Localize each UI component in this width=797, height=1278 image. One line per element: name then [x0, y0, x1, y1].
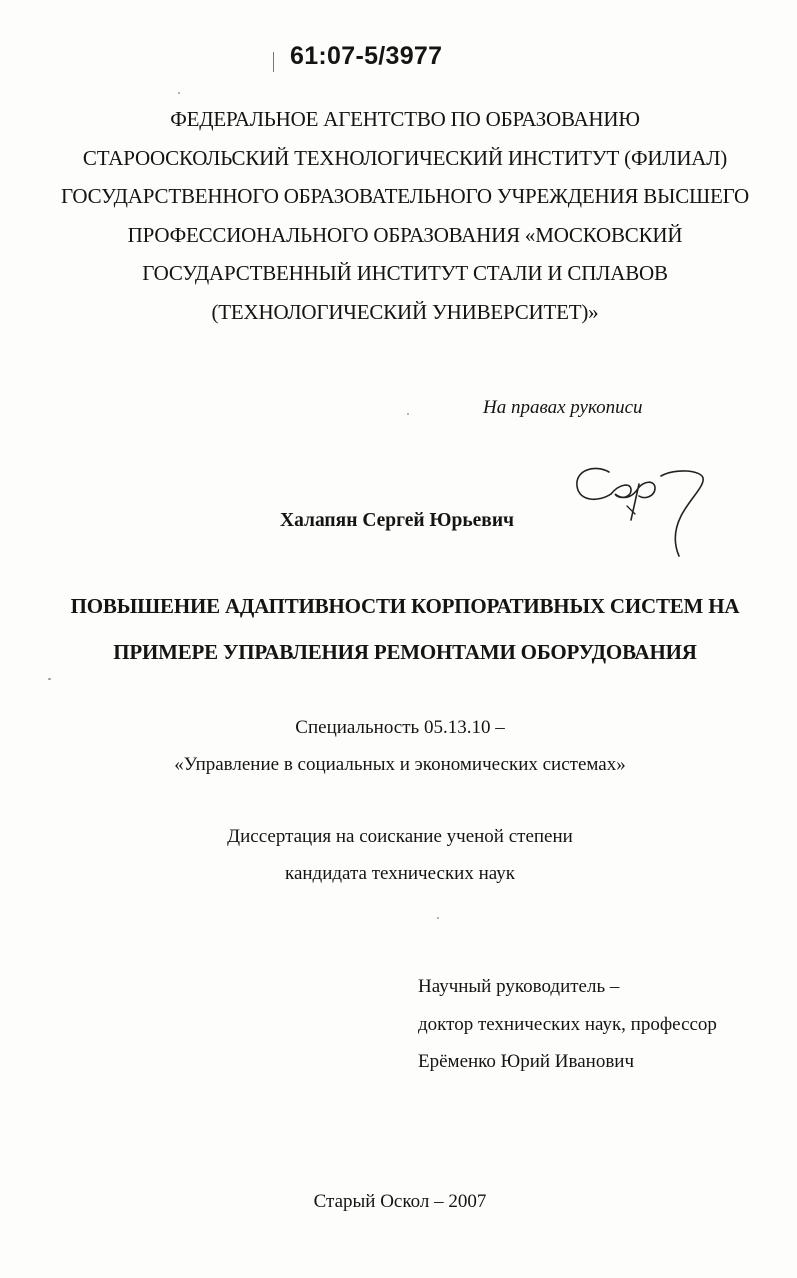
header-line: (ТЕХНОЛОГИЧЕСКИЙ УНИВЕРСИТЕТ)»: [211, 299, 599, 324]
header-line: ФЕДЕРАЛЬНОЕ АГЕНТСТВО ПО ОБРАЗОВАНИЮ: [170, 107, 640, 131]
header-line: СТАРООСКОЛЬСКИЙ ТЕХНОЛОГИЧЕСКИЙ ИНСТИТУТ (ФИЛИАЛ): [82, 145, 728, 170]
supervisor-line: Ерёменко Юрий Иванович: [418, 1051, 635, 1072]
supervisor-line: Научный руководитель –: [418, 976, 620, 997]
header-line: ГОСУДАРСТВЕННОГО ОБРАЗОВАТЕЛЬНОГО УЧРЕЖДЕНИЯ ВЫСШЕГО: [60, 184, 750, 208]
header-line: ГОСУДАРСТВЕННЫЙ ИНСТИТУТ СТАЛИ И СПЛАВОВ: [142, 261, 668, 285]
institution-header: [30, 100, 780, 331]
header-line: ПРОФЕССИОНАЛЬНОГО ОБРАЗОВАНИЯ «МОСКОВСКИЙ: [127, 222, 683, 247]
specialty-line: Специальность 05.13.10 –: [295, 717, 505, 738]
scan-speck: [407, 413, 409, 415]
manuscript-note: На правах рукописи: [483, 397, 643, 418]
archive-code: 61:07-5/3977: [290, 42, 443, 70]
scan-speck: [178, 92, 180, 94]
title-line: ПРИМЕРЕ УПРАВЛЕНИЯ РЕМОНТАМИ ОБОРУДОВАНИЯ: [113, 640, 697, 664]
title-line: ПОВЫШЕНИЕ АДАПТИВНОСТИ КОРПОРАТИВНЫХ СИСТЕМ НА: [70, 594, 740, 618]
dissertation-title: [30, 583, 780, 675]
margin-mark: [273, 52, 274, 72]
author-name: Халапян Сергей Юрьевич: [280, 510, 515, 531]
specialty-line: «Управление в социальных и экономических системах»: [174, 754, 626, 775]
signature: [565, 458, 725, 563]
supervisor-line: доктор технических наук, профессор: [418, 1013, 717, 1035]
degree: [100, 818, 700, 892]
degree-line: Диссертация на соискание ученой степени: [227, 826, 573, 847]
supervisor-block: [418, 968, 717, 1081]
scan-speck: [48, 678, 51, 680]
specialty: [100, 709, 700, 783]
scan-speck: [437, 917, 439, 919]
degree-line: кандидата технических наук: [285, 863, 515, 884]
place-and-year: Старый Оскол – 2007: [313, 1191, 487, 1212]
